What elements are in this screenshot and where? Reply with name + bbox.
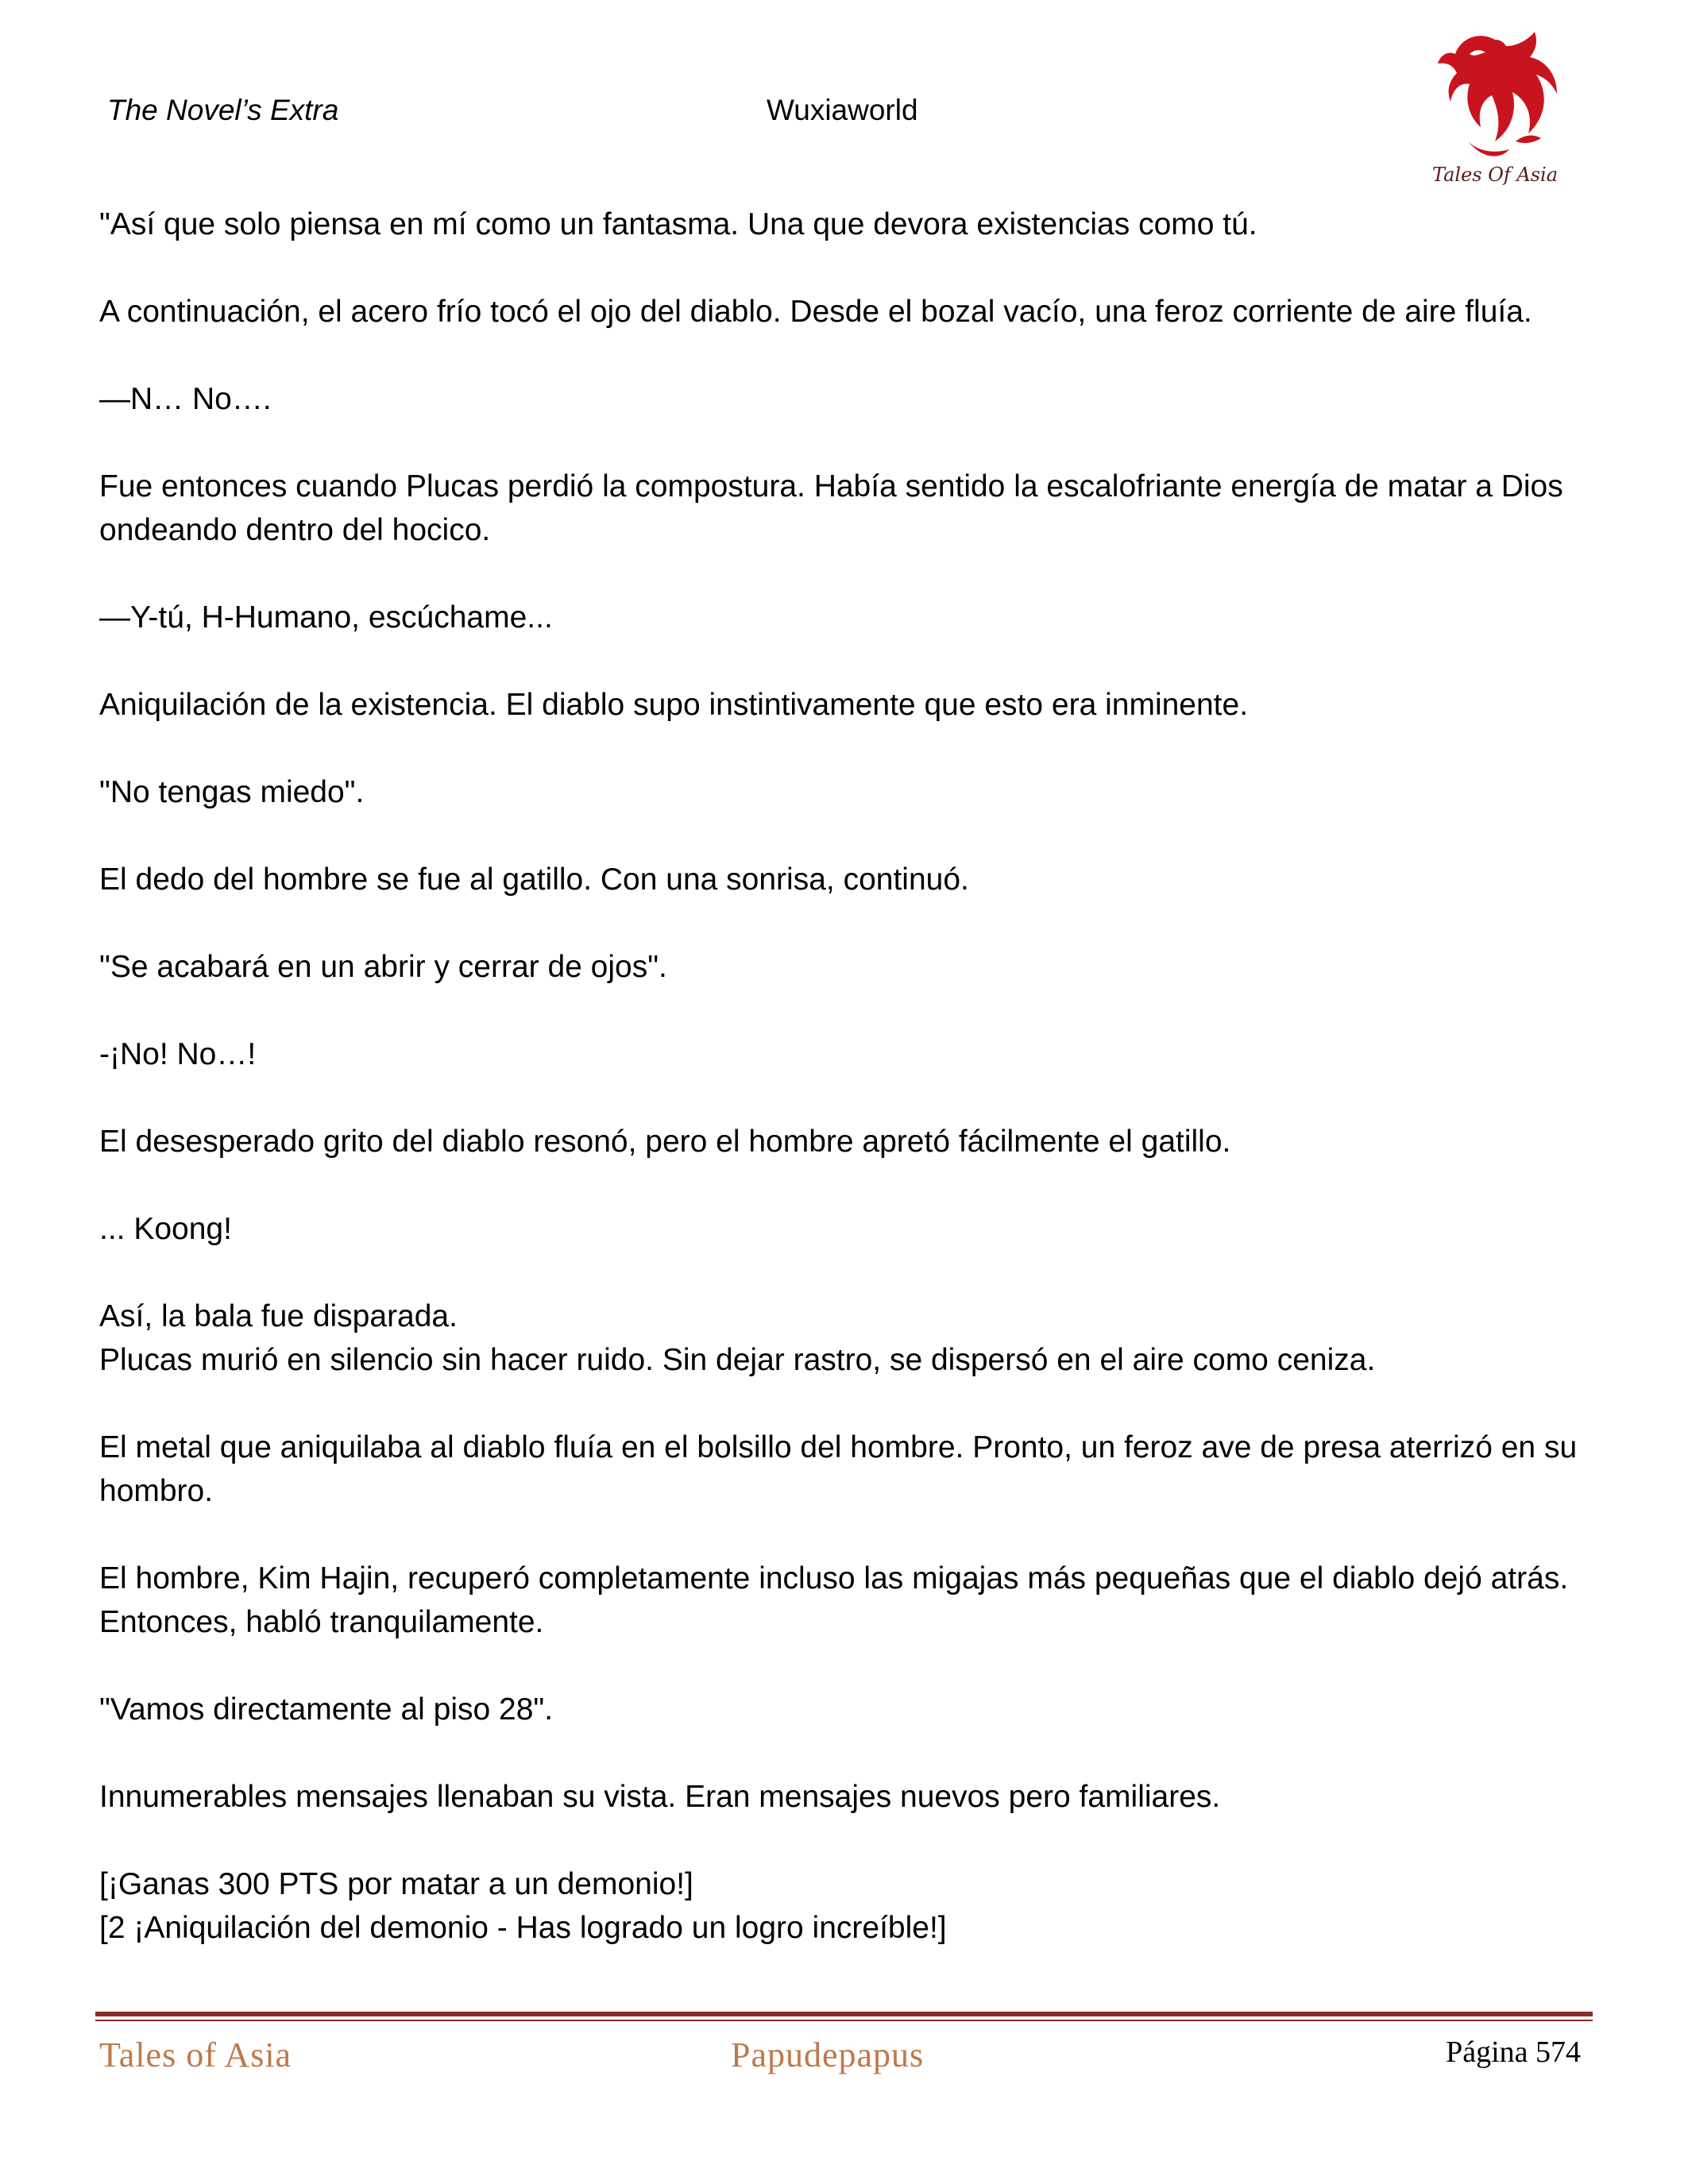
header-book-title: The Novel’s Extra <box>107 94 339 126</box>
paragraph: El hombre, Kim Hajin, recuperó completamente incluso las migajas más pequeñas que el diablo dejó atrás. Entonces, habló tranquilamente. <box>99 1561 1569 1639</box>
logo-text: Tales Of Asia <box>1431 164 1559 186</box>
paragraph: [2 ¡Aniquilación del demonio - Has logrado un logro increíble!] <box>99 1911 947 1945</box>
paragraph: ... Koong! <box>99 1212 232 1246</box>
paragraph: —N… No…. <box>99 382 272 416</box>
paragraph: Así, la bala fue disparada. <box>99 1299 458 1333</box>
paragraph: "Se acabará en un abrir y cerrar de ojos". <box>99 950 667 984</box>
chapter-body <box>99 203 1593 1950</box>
paragraph: [¡Ganas 300 PTS por matar a un demonio!] <box>99 1867 693 1901</box>
paragraph: -¡No! No…! <box>99 1037 257 1071</box>
footer-divider <box>95 2012 1593 2016</box>
page-number: Página 574 <box>1446 2035 1581 2069</box>
paragraph: El desesperado grito del diablo resonó, pero el hombre apretó fácilmente el gatillo. <box>99 1125 1231 1159</box>
paragraph: "No tengas miedo". <box>99 775 365 809</box>
paragraph: Aniquilación de la existencia. El diablo supo instintivamente que esto era inminente. <box>99 688 1249 722</box>
footer-translator: Papudepapus <box>731 2035 925 2074</box>
footer-publisher: Tales of Asia <box>99 2035 292 2074</box>
paragraph: El metal que aniquilaba al diablo fluía en el bolsillo del hombre. Pronto, un feroz ave de presa aterrizó en su hombro. <box>99 1430 1578 1508</box>
paragraph: El dedo del hombre se fue al gatillo. Con una sonrisa, continuó. <box>99 862 969 897</box>
paragraph: —Y-tú, H-Humano, escúchame... <box>99 600 553 635</box>
paragraph: "Así que solo piensa en mí como un fantasma. Una que devora existencias como tú. <box>99 207 1257 241</box>
header-site: Wuxiaworld <box>767 94 918 126</box>
paragraph: A continuación, el acero frío tocó el ojo del diablo. Desde el bozal vacío, una feroz corriente de aire fluía. <box>99 295 1532 329</box>
paragraph: Innumerables mensajes llenaban su vista. Eran mensajes nuevos pero familiares. <box>99 1780 1221 1814</box>
paragraph: Plucas murió en silencio sin hacer ruido. Sin dejar rastro, se dispersó en el aire como ceniza. <box>99 1343 1376 1377</box>
dragon-logo-icon <box>1422 22 1569 189</box>
footer-divider-thin <box>95 2020 1593 2021</box>
paragraph: Fue entonces cuando Plucas perdió la compostura. Había sentido la escalofriante energía de matar a Dios ondeando dentro del hocico. <box>99 469 1563 547</box>
paragraph: "Vamos directamente al piso 28". <box>99 1692 554 1727</box>
